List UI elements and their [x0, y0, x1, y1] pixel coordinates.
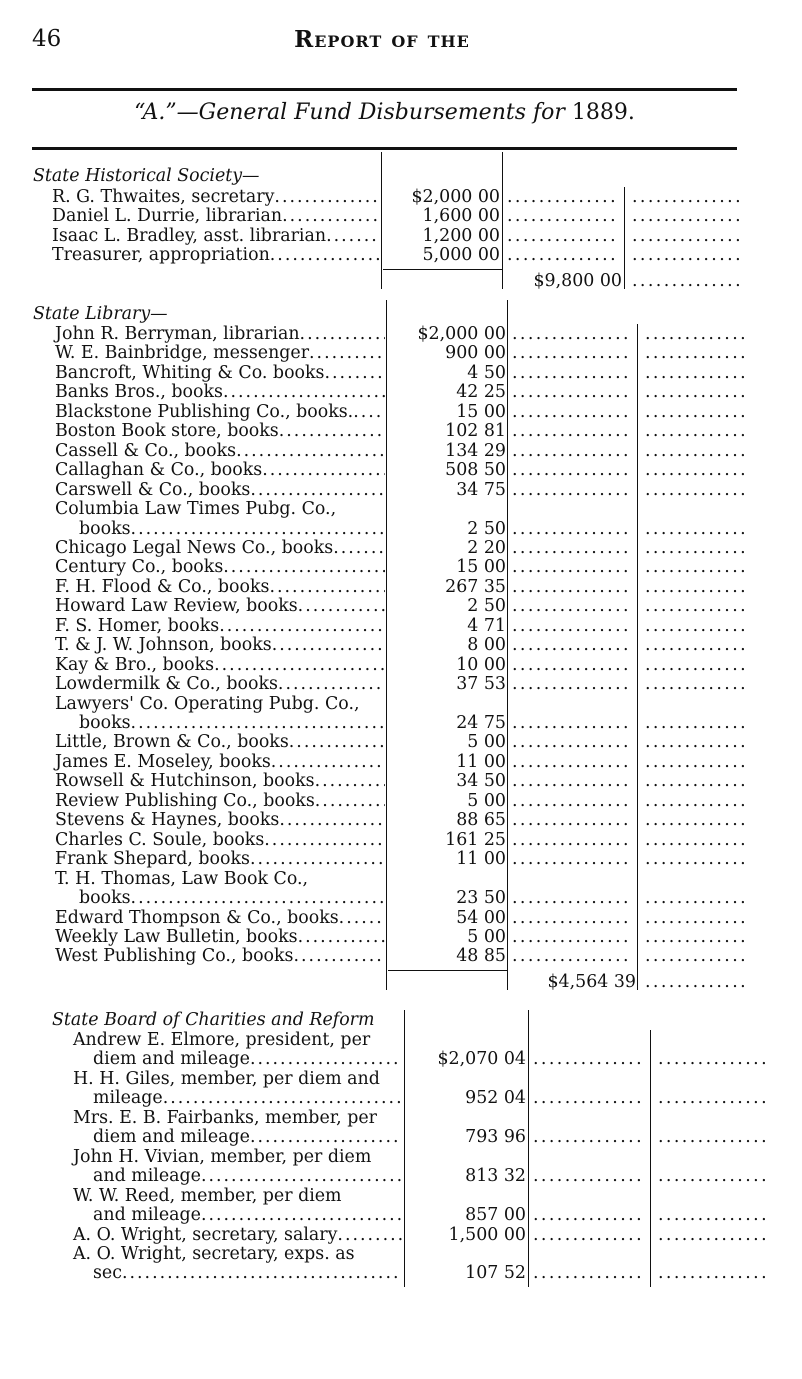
total-column-dots [512, 752, 632, 772]
grand-column-dots [645, 752, 748, 772]
entry-name [79, 519, 385, 539]
entry-amount: 161 25 [445, 829, 506, 850]
column-rule [650, 1030, 651, 1287]
table-caption [32, 100, 737, 125]
leader-dots [131, 888, 385, 908]
entry-name [55, 596, 385, 616]
entry-label: F. H. Flood & Co., books [55, 576, 270, 597]
leader-dots [315, 791, 385, 811]
entry-label: Boston Book store, books [55, 421, 279, 442]
subtotal-rule [388, 970, 507, 971]
grand-column-dots [632, 187, 742, 207]
leader-dots [264, 830, 385, 850]
entry-amount: $2,000 00 [411, 187, 500, 207]
grand-column-dots [658, 1263, 765, 1283]
leader-dots [353, 402, 385, 422]
entry-amount: 24 75 [456, 713, 506, 733]
running-head: Report of the [294, 26, 470, 53]
total-column-dots [512, 616, 632, 636]
grand-column-dots [645, 888, 748, 908]
grand-column-dots [645, 972, 748, 992]
entry-label: Charles C. Soule, books [55, 829, 265, 850]
leader-dots [298, 927, 385, 947]
caption-rule [32, 147, 737, 150]
column-rule [528, 1010, 529, 1287]
entry-name [79, 713, 385, 733]
grand-column-dots [645, 480, 748, 500]
leader-dots [269, 577, 385, 597]
total-column-dots [512, 596, 632, 616]
entry-name [73, 1225, 402, 1245]
grand-column-dots [645, 655, 748, 675]
total-column-dots [512, 480, 632, 500]
grand-column-dots [645, 674, 748, 694]
entry-label: Rowsell & Hutchinson, books [55, 771, 315, 792]
entry-amount: 2 50 [467, 596, 506, 617]
entry-amount: $2,070 04 [437, 1049, 526, 1070]
total-column-dots [533, 1225, 645, 1245]
entry-amount: 5 00 [467, 926, 506, 947]
leader-dots [214, 655, 385, 675]
entry-amount: 8 00 [467, 635, 506, 656]
entry-label: and mileage [93, 1166, 201, 1187]
grand-column-dots [645, 324, 748, 344]
entry-name [55, 538, 385, 558]
entry-label: F. S. Homer, books [55, 615, 220, 636]
entry-label: Kay & Bro., books [55, 654, 215, 675]
grand-column-dots [645, 791, 748, 811]
entry-name [55, 577, 385, 597]
total-column-dots [512, 908, 632, 928]
section-title: State Historical Society— [33, 166, 260, 186]
entry-label: Weekly Law Bulletin, books [55, 926, 298, 947]
entry-label: books [79, 518, 131, 539]
grand-column-dots [645, 460, 748, 480]
total-column-dots [512, 732, 632, 752]
total-column-dots [512, 713, 632, 733]
leader-dots [279, 421, 385, 441]
entry-name [55, 324, 385, 344]
grand-column-dots [645, 382, 748, 402]
grand-column-dots [645, 849, 748, 869]
leader-dots [272, 635, 385, 655]
grand-column-dots [645, 713, 748, 733]
entry-label: diem and mileage [93, 1049, 250, 1070]
leader-dots [309, 343, 385, 363]
entry-amount: 134 29 [445, 440, 506, 461]
page-header [32, 22, 732, 56]
entry-name [55, 382, 385, 402]
total-column-dots [512, 557, 632, 577]
grand-column-dots [658, 1225, 765, 1245]
entry-name [52, 206, 379, 226]
grand-column-dots [645, 421, 748, 441]
entry-label: Century Co., books [55, 557, 224, 578]
grand-column-dots [645, 519, 748, 539]
leader-dots [337, 1225, 402, 1245]
entry-label: A. O. Wright, secretary, salary [73, 1224, 338, 1245]
column-rule [502, 152, 503, 289]
entry-label: James E. Moseley, books [55, 751, 271, 772]
leader-dots [131, 519, 385, 539]
total-column-dots [507, 245, 619, 265]
total-column-dots [512, 635, 632, 655]
leader-dots [339, 908, 385, 928]
entry-label: Carswell & Co., books [55, 479, 251, 500]
leader-dots [271, 752, 385, 772]
entry-label: Cassell & Co., books [55, 440, 237, 461]
entry-name [55, 946, 385, 966]
entry-label: R. G. Thwaites, secretary [52, 187, 275, 207]
entry-label: diem and mileage [93, 1127, 250, 1148]
entry-amount: 5,000 00 [422, 245, 500, 266]
entry-name [93, 1166, 402, 1186]
total-column-dots [512, 791, 632, 811]
entry-label: Isaac L. Bradley, asst. librarian [52, 225, 327, 246]
entry-name-line: John H. Vivian, member, per diem [73, 1146, 372, 1167]
entry-amount: 1,600 00 [422, 206, 500, 227]
entry-amount: 37 53 [456, 674, 506, 695]
total-column-dots [533, 1127, 645, 1147]
entry-label: Banks Bros., books [55, 382, 223, 403]
entry-name [55, 363, 385, 383]
header-rule [32, 88, 737, 91]
entry-amount: 952 04 [465, 1088, 526, 1109]
entry-name [55, 849, 385, 869]
entry-label: Edward Thompson & Co., books [55, 907, 339, 928]
section-total: $9,800 00 [533, 270, 622, 291]
total-column-dots [512, 538, 632, 558]
grand-column-dots [632, 226, 742, 246]
entry-label: Lowdermilk & Co., books [55, 674, 278, 695]
entry-amount: 11 00 [456, 751, 506, 772]
leader-dots [236, 441, 385, 461]
entry-label: John R. Berryman, librarian [55, 324, 300, 344]
leader-dots [333, 538, 385, 558]
leader-dots [300, 324, 385, 344]
grand-column-dots [645, 596, 748, 616]
entry-amount: 857 00 [465, 1205, 526, 1226]
total-column-dots [512, 771, 632, 791]
entry-amount: 23 50 [456, 888, 506, 909]
entry-amount: 34 75 [456, 479, 506, 500]
leader-dots [324, 363, 385, 383]
entry-name [55, 441, 385, 461]
column-rule [404, 1010, 405, 1287]
entry-name-line: T. H. Thomas, Law Book Co., [55, 868, 309, 889]
total-column-dots [512, 830, 632, 850]
entry-amount: 15 00 [456, 401, 506, 422]
entry-name [93, 1088, 402, 1108]
entry-name [93, 1127, 402, 1147]
entry-name-line: W. W. Reed, member, per diem [73, 1185, 342, 1206]
leader-dots [270, 245, 379, 265]
leader-dots [122, 1263, 402, 1283]
grand-column-dots [658, 1205, 765, 1225]
entry-name [93, 1205, 402, 1225]
total-column-dots [512, 946, 632, 966]
leader-dots [293, 946, 385, 966]
entry-label: Review Publishing Co., books [55, 790, 315, 811]
total-column-dots [512, 849, 632, 869]
total-column-dots [533, 1088, 645, 1108]
entry-amount: 15 00 [456, 557, 506, 578]
grand-column-dots [645, 402, 748, 422]
grand-column-dots [645, 927, 748, 947]
entry-label: Callaghan & Co., books [55, 460, 263, 481]
leader-dots [250, 1127, 402, 1147]
entry-label: Daniel L. Durrie, librarian [52, 206, 283, 227]
entry-amount: 2 50 [467, 518, 506, 539]
entry-name [55, 616, 385, 636]
entry-name [55, 343, 385, 363]
total-column-dots [533, 1263, 645, 1283]
entry-amount: 34 50 [456, 771, 506, 792]
entry-amount: 54 00 [456, 907, 506, 928]
entry-name [55, 557, 385, 577]
total-column-dots [512, 460, 632, 480]
caption-year: 1889. [571, 100, 635, 125]
leader-dots [163, 1088, 402, 1108]
grand-column-dots [645, 616, 748, 636]
entry-label: and mileage [93, 1205, 201, 1226]
section-title: State Library— [33, 304, 168, 324]
section-title: State Board of Charities and Reform [52, 1010, 375, 1030]
leader-dots [223, 382, 385, 402]
total-column-dots [512, 324, 632, 344]
total-column-dots [512, 363, 632, 383]
caption-label: “A.”—General Fund Disbursements for [134, 100, 565, 125]
grand-column-dots [645, 830, 748, 850]
total-column-dots [512, 577, 632, 597]
entry-label: Stevens & Haynes, books [55, 810, 280, 831]
grand-column-dots [645, 363, 748, 383]
entry-amount: 4 50 [467, 362, 506, 383]
grand-column-dots [645, 635, 748, 655]
leader-dots [274, 187, 379, 207]
entry-name [55, 830, 385, 850]
entry-amount: 900 00 [445, 343, 506, 364]
entry-name-line: Columbia Law Times Pubg. Co., [55, 499, 337, 520]
entry-name-line: Mrs. E. B. Fairbanks, member, per [73, 1107, 377, 1128]
column-rule [507, 300, 508, 990]
column-rule [381, 152, 382, 289]
total-column-dots [512, 382, 632, 402]
entry-name [55, 655, 385, 675]
grand-column-dots [645, 732, 748, 752]
leader-dots [282, 206, 379, 226]
entry-label: mileage [93, 1088, 163, 1109]
entry-name [55, 402, 385, 422]
total-column-dots [512, 519, 632, 539]
leader-dots [326, 226, 379, 246]
page-number: 46 [32, 26, 62, 52]
entry-name [55, 674, 385, 694]
grand-column-dots [645, 771, 748, 791]
grand-column-dots [645, 908, 748, 928]
entry-amount: 107 52 [465, 1263, 526, 1284]
entry-amount: 42 25 [456, 382, 506, 403]
entry-name-line: A. O. Wright, secretary, exps. as [73, 1243, 355, 1264]
leader-dots [250, 1049, 402, 1069]
leader-dots [262, 460, 385, 480]
leader-dots [250, 480, 385, 500]
entry-name [55, 460, 385, 480]
entry-label: Blackstone Publishing Co., books. [55, 401, 354, 422]
leader-dots [131, 713, 385, 733]
grand-column-dots [645, 946, 748, 966]
entry-name [55, 927, 385, 947]
entry-amount: 4 71 [467, 615, 506, 636]
entry-amount: 10 00 [456, 654, 506, 675]
leader-dots [250, 849, 385, 869]
column-rule [637, 324, 638, 990]
grand-column-dots [645, 577, 748, 597]
leader-dots [223, 557, 385, 577]
grand-column-dots [658, 1088, 765, 1108]
grand-column-dots [645, 538, 748, 558]
entry-amount: 1,200 00 [422, 225, 500, 246]
grand-column-dots [645, 441, 748, 461]
entry-label: books [79, 713, 131, 733]
entry-name [55, 635, 385, 655]
leader-dots [289, 732, 385, 752]
entry-name-line: H. H. Giles, member, per diem and [73, 1068, 380, 1089]
grand-column-dots [658, 1127, 765, 1147]
entry-name [93, 1049, 402, 1069]
entry-label: Treasurer, appropriation [52, 245, 270, 266]
total-column-dots [507, 206, 619, 226]
entry-amount: $2,000 00 [417, 324, 506, 344]
entry-name [55, 752, 385, 772]
entry-amount: 813 32 [465, 1166, 526, 1187]
leader-dots [219, 616, 385, 636]
total-column-dots [512, 402, 632, 422]
entry-name [93, 1263, 402, 1283]
leader-dots [201, 1205, 402, 1225]
total-column-dots [533, 1049, 645, 1069]
total-column-dots [512, 674, 632, 694]
total-column-dots [512, 421, 632, 441]
total-column-dots [512, 655, 632, 675]
entry-amount: 793 96 [465, 1127, 526, 1148]
entry-amount: 48 85 [456, 946, 506, 967]
entry-amount: 11 00 [456, 849, 506, 870]
grand-column-dots [645, 810, 748, 830]
entry-amount: 5 00 [467, 732, 506, 753]
entry-label: Bancroft, Whiting & Co. books [55, 362, 325, 383]
leader-dots [298, 596, 385, 616]
total-column-dots [507, 187, 619, 207]
entry-label: West Publishing Co., books [55, 946, 294, 967]
entry-name [79, 888, 385, 908]
grand-column-dots [658, 1166, 765, 1186]
total-column-dots [512, 343, 632, 363]
entry-label: books [79, 888, 131, 909]
entry-amount: 5 00 [467, 790, 506, 811]
entry-name [52, 187, 379, 207]
leader-dots [201, 1166, 402, 1186]
entry-label: Frank Shepard, books [55, 849, 250, 870]
entry-name [55, 480, 385, 500]
total-column-dots [512, 810, 632, 830]
entry-amount: 1,500 00 [448, 1224, 526, 1245]
total-column-dots [512, 888, 632, 908]
leader-dots [279, 810, 385, 830]
entry-label: Howard Law Review, books [55, 596, 298, 617]
column-rule [624, 187, 625, 289]
entry-amount: 102 81 [445, 421, 506, 442]
grand-column-dots [632, 271, 742, 291]
entry-label: W. E. Bainbridge, messenger [55, 343, 310, 364]
entry-name [55, 908, 385, 928]
grand-column-dots [645, 557, 748, 577]
entry-name [55, 732, 385, 752]
entry-name [55, 421, 385, 441]
grand-column-dots [632, 245, 742, 265]
total-column-dots [512, 441, 632, 461]
total-column-dots [507, 226, 619, 246]
column-rule [386, 300, 387, 990]
total-column-dots [533, 1205, 645, 1225]
total-column-dots [533, 1166, 645, 1186]
entry-name [52, 245, 379, 265]
entry-label: Chicago Legal News Co., books [55, 537, 334, 558]
leader-dots [278, 674, 385, 694]
total-column-dots [512, 927, 632, 947]
entry-name-line: Andrew E. Elmore, president, per [73, 1030, 371, 1050]
grand-column-dots [632, 206, 742, 226]
entry-name [52, 226, 379, 246]
subtotal-rule [383, 269, 502, 270]
entry-label: T. & J. W. Johnson, books [55, 635, 272, 656]
entry-label: Little, Brown & Co., books [55, 732, 289, 753]
entry-amount: 88 65 [456, 810, 506, 831]
entry-name [55, 771, 385, 791]
section-total: $4,564 39 [547, 971, 636, 992]
entry-amount: 267 35 [445, 576, 506, 597]
entry-amount: 2 20 [467, 537, 506, 558]
entry-amount: 508 50 [445, 460, 506, 481]
entry-name [55, 810, 385, 830]
leader-dots [315, 771, 385, 791]
entry-name-line: Lawyers' Co. Operating Pubg. Co., [55, 693, 360, 714]
entry-name [55, 791, 385, 811]
grand-column-dots [658, 1049, 765, 1069]
grand-column-dots [645, 343, 748, 363]
entry-label: sec [93, 1263, 122, 1284]
